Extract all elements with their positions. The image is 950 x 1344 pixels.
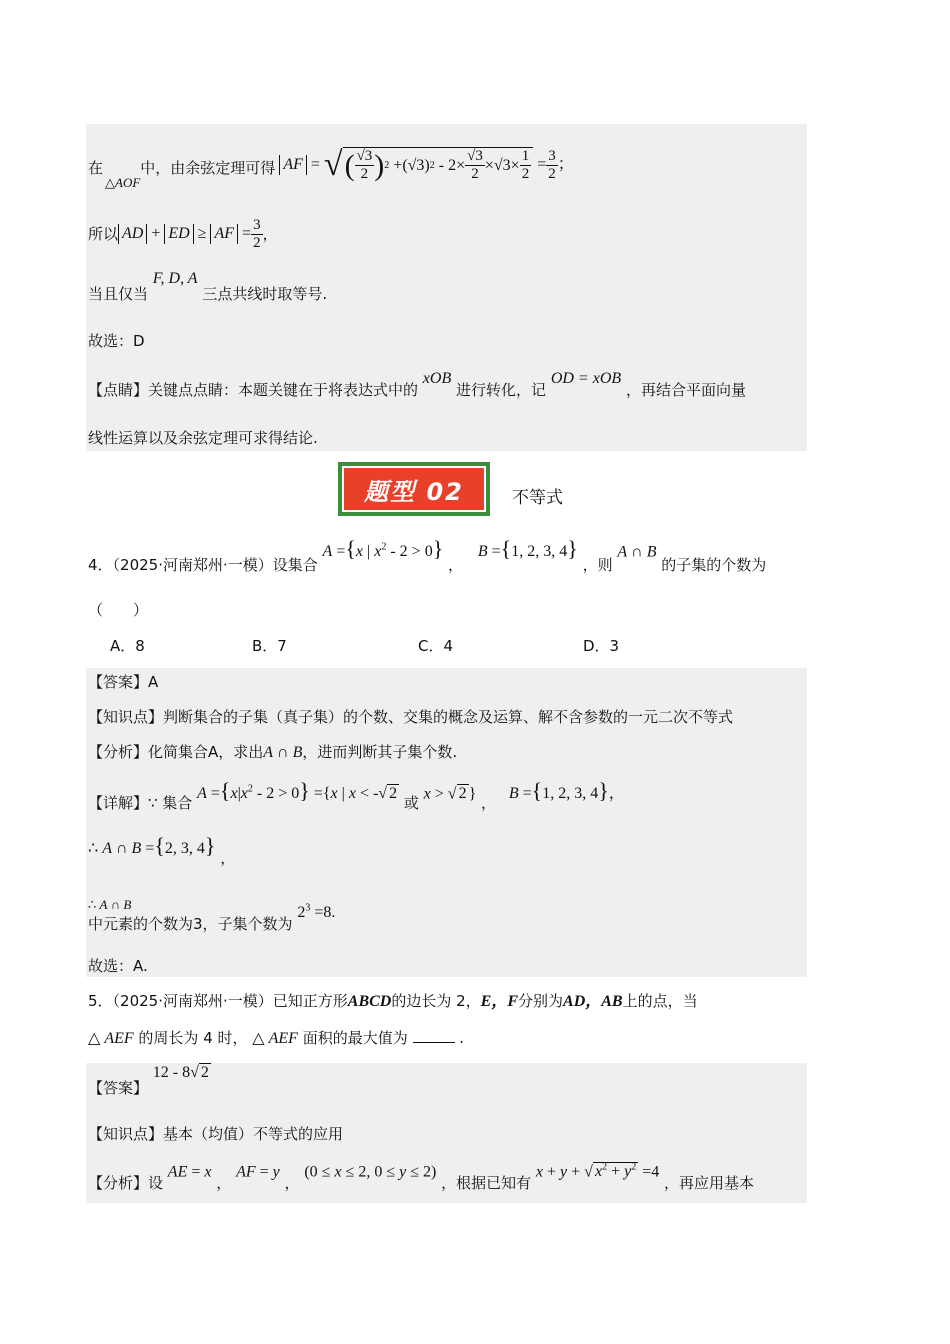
a-cap-b: A ∩ B <box>263 744 303 761</box>
s1-text: 三点共线时取等号. <box>202 285 328 303</box>
s1-text: ， <box>262 225 278 243</box>
a5-text: 【分析】设 <box>88 1174 164 1193</box>
set-b-detail: B ={1, 2, 3, 4}， <box>508 778 625 804</box>
s1-text: ，再结合平面向量 <box>625 381 746 399</box>
q4-text: ，则 <box>582 556 613 575</box>
formula-ineq: AD + ED ≥ AF = $\frac{3}{2}$ <box>118 217 263 252</box>
power-result: $2^3 =8$. <box>297 903 336 922</box>
a4-text: ，进而判断其子集个数. <box>302 743 458 761</box>
a4-analysis <box>88 742 457 763</box>
a4-text: ， <box>220 849 236 867</box>
s1-text: 进行转化，记 <box>456 381 547 399</box>
set-b: B ={1, 2, 3, 4} <box>477 536 578 562</box>
a5-text: 【答案】 <box>88 1079 149 1097</box>
q4-text: 的子集的个数为 <box>661 556 767 575</box>
math-range: (0 ≤ x ≤ 2, 0 ≤ y ≤ 2) <box>304 1163 437 1181</box>
math-af: AF = y <box>236 1163 280 1181</box>
q5-text: 分别为 <box>518 992 564 1010</box>
q4-option-d[interactable]: D．3 <box>583 637 620 655</box>
q5-text: 5．（2025·河南郑州·一模）已知正方形 <box>88 992 348 1010</box>
triangle-label: △AOF <box>105 175 141 190</box>
math-perimeter: x + y + √ $x^2 + y^2 =4$ <box>535 1162 660 1181</box>
q4-text: 4．（2025·河南郑州·一模）设集合 <box>88 556 318 575</box>
a4-text: 【详解】∵ 集合 <box>88 794 193 813</box>
set-a: A ={x | $x^2 - 2 > 0$} <box>322 536 444 562</box>
s1-line1 <box>88 140 574 190</box>
a4-answer: 【答案】A <box>88 673 159 691</box>
q5-text: . <box>459 1029 465 1047</box>
s1-text: 【点睛】关键点点睛：本题关键在于将表达式中的 <box>88 381 419 399</box>
a5-answer <box>88 1066 211 1100</box>
a4-count <box>88 894 336 934</box>
section-badge <box>338 462 490 516</box>
a4-choose: 故选：A. <box>88 957 148 975</box>
section-title: 不等式 <box>512 488 563 508</box>
a4-text: 中元素的个数为3，子集个数为 <box>88 915 293 934</box>
triangle-aef: △ AEF <box>88 1030 134 1047</box>
points-fda: F, D, A <box>152 270 198 287</box>
intersection-result: ∴ A ∩ B ={2, 3, 4} <box>88 833 216 858</box>
a4-text: 或 <box>403 794 419 813</box>
formula-af: AF = √ ( $\frac{√3}{2}$ ) 2 +(√3) 2 - 2× $\frac{√3}{2}$ ×√3× $\frac{1}{2}$ = $\frac{3}{2}$ ； <box>279 147 573 183</box>
a5-text: ， <box>284 1174 300 1193</box>
a4-knowledge: 【知识点】判断集合的子集（真子集）的个数、交集的概念及运算、解不含参数的一元二次不等式 <box>88 708 734 726</box>
a-cap-b-small: ∴ A ∩ B <box>88 897 132 912</box>
answer-blank[interactable] <box>413 1028 455 1043</box>
q4-option-b[interactable]: B．7 <box>252 637 287 655</box>
s1-text: 所以 <box>88 225 119 243</box>
s1-line3 <box>88 268 327 304</box>
q4-paren: （ ） <box>88 601 149 619</box>
badge-label: 题型 02 <box>342 466 486 512</box>
math-adab: AD，AB <box>563 993 623 1010</box>
s1-text: 中，由余弦定理可得 <box>140 159 276 177</box>
s1-line4: 故选：D <box>88 332 145 350</box>
q5-text: 的周长为 4 时， <box>138 1029 248 1047</box>
set-a-detail-2: x > √ 2 } <box>423 785 477 803</box>
a5-text: ，再应用基本 <box>664 1174 755 1193</box>
q5-line1 <box>88 991 698 1012</box>
a5-text: ， <box>216 1174 232 1193</box>
a5-text: ，根据已知有 <box>441 1174 532 1193</box>
q4-option-a[interactable]: A．8 <box>110 637 145 655</box>
a5-knowledge: 【知识点】基本（均值）不等式的应用 <box>88 1125 344 1143</box>
q5-text: 上的点，当 <box>622 992 698 1010</box>
s1-line2 <box>88 212 278 256</box>
q4-text: ， <box>448 556 464 575</box>
a5-analysis <box>88 1158 755 1193</box>
q5-text: 的边长为 2， <box>391 992 481 1010</box>
math-od: OD = xOB <box>550 370 622 387</box>
s1-text: 当且仅当 <box>88 285 149 303</box>
a4-detail <box>88 780 625 812</box>
a4-text: ， <box>481 794 497 813</box>
answer-value: 12 - 8√ 2 <box>152 1064 209 1081</box>
s1-line6: 线性运算以及余弦定理可求得结论. <box>88 429 318 447</box>
triangle-aef-2: △ AEF <box>252 1030 298 1047</box>
q4-stem <box>88 536 767 575</box>
q4-option-c[interactable]: C．4 <box>418 637 454 655</box>
s1-text: 在 <box>88 159 104 177</box>
a4-intersection <box>88 833 236 868</box>
a4-text: 【分析】化简集合A，求出 <box>88 743 264 761</box>
s1-line5 <box>88 370 746 400</box>
math-ae: AE = x <box>167 1163 212 1181</box>
math-ef: E，F <box>480 993 519 1010</box>
set-a-detail: $A =\{x|x^2 - 2 > 0\} =\{x$ | x < -√ 2 <box>197 778 398 804</box>
math-xob: xOB <box>422 370 452 387</box>
math-abcd: ABCD <box>347 993 392 1010</box>
a-cap-b: A ∩ B <box>617 543 657 561</box>
q5-line2 <box>88 1028 464 1049</box>
q5-text: 面积的最大值为 <box>302 1029 408 1047</box>
